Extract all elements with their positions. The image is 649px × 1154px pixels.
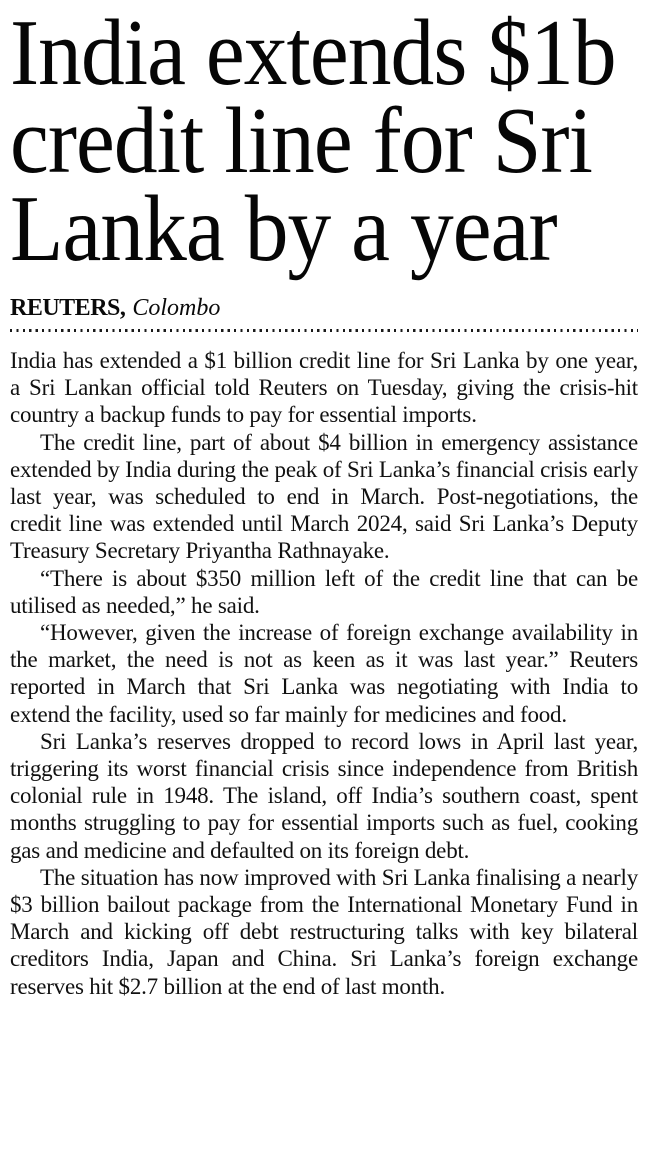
paragraph-5: Sri Lanka’s reserves dropped to record lows in April last year, triggering its worst financial crisis since independence from British colonial rule in 1948. The island, off India’s southern coast, spent months struggling to pay for essential imports such as fuel, cooking gas and medicine and defaulted on its foreign debt. — [10, 728, 638, 863]
paragraph-3: “There is about $350 million left of the credit line that can be utilised as needed,” he said. — [10, 565, 638, 618]
paragraph-6: The situation has now improved with Sri Lanka finalising a nearly $3 billion bailout package from the International Monetary Fund in March and kicking off debt restructuring talks with key bilateral creditors India, Japan and China. Sri Lanka’s foreign exchange reserves hit $2.7 billion at the end of last month. — [10, 864, 638, 999]
paragraph-4: “However, given the increase of foreign exchange availability in the market, the need is not as keen as it was last year.” Reuters reported in March that Sri Lanka was negotiating with India to extend the facility, used so far mainly for medicines and food. — [10, 620, 638, 727]
dotted-divider — [10, 329, 638, 332]
headline-line-1: India extends $1b — [10, 1, 616, 105]
paragraph-1: India has extended a $1 billion credit line for Sri Lanka by one year, a Sri Lankan official told Reuters on Tuesday, giving the crisis-hit country a backup funds to pay for essential imports. — [10, 348, 638, 428]
byline — [10, 294, 638, 322]
article-body — [10, 347, 638, 1000]
paragraph-2: The credit line, part of about $4 billion in emergency assistance extended by India during the peak of Sri Lanka’s financial crisis early last year, was scheduled to end in March. Post-negotiations, the credit line was extended until March 2024, said Sri Lanka’s Deputy Treasury Secretary Priyantha Rathnayake. — [10, 429, 638, 564]
page-title — [10, 1, 616, 281]
headline-line-2: credit line for Sri — [10, 89, 592, 193]
dateline-location: Colombo — [132, 295, 221, 321]
agency-name: REUTERS, — [10, 295, 126, 321]
headline-line-3: Lanka by a year — [10, 177, 557, 281]
